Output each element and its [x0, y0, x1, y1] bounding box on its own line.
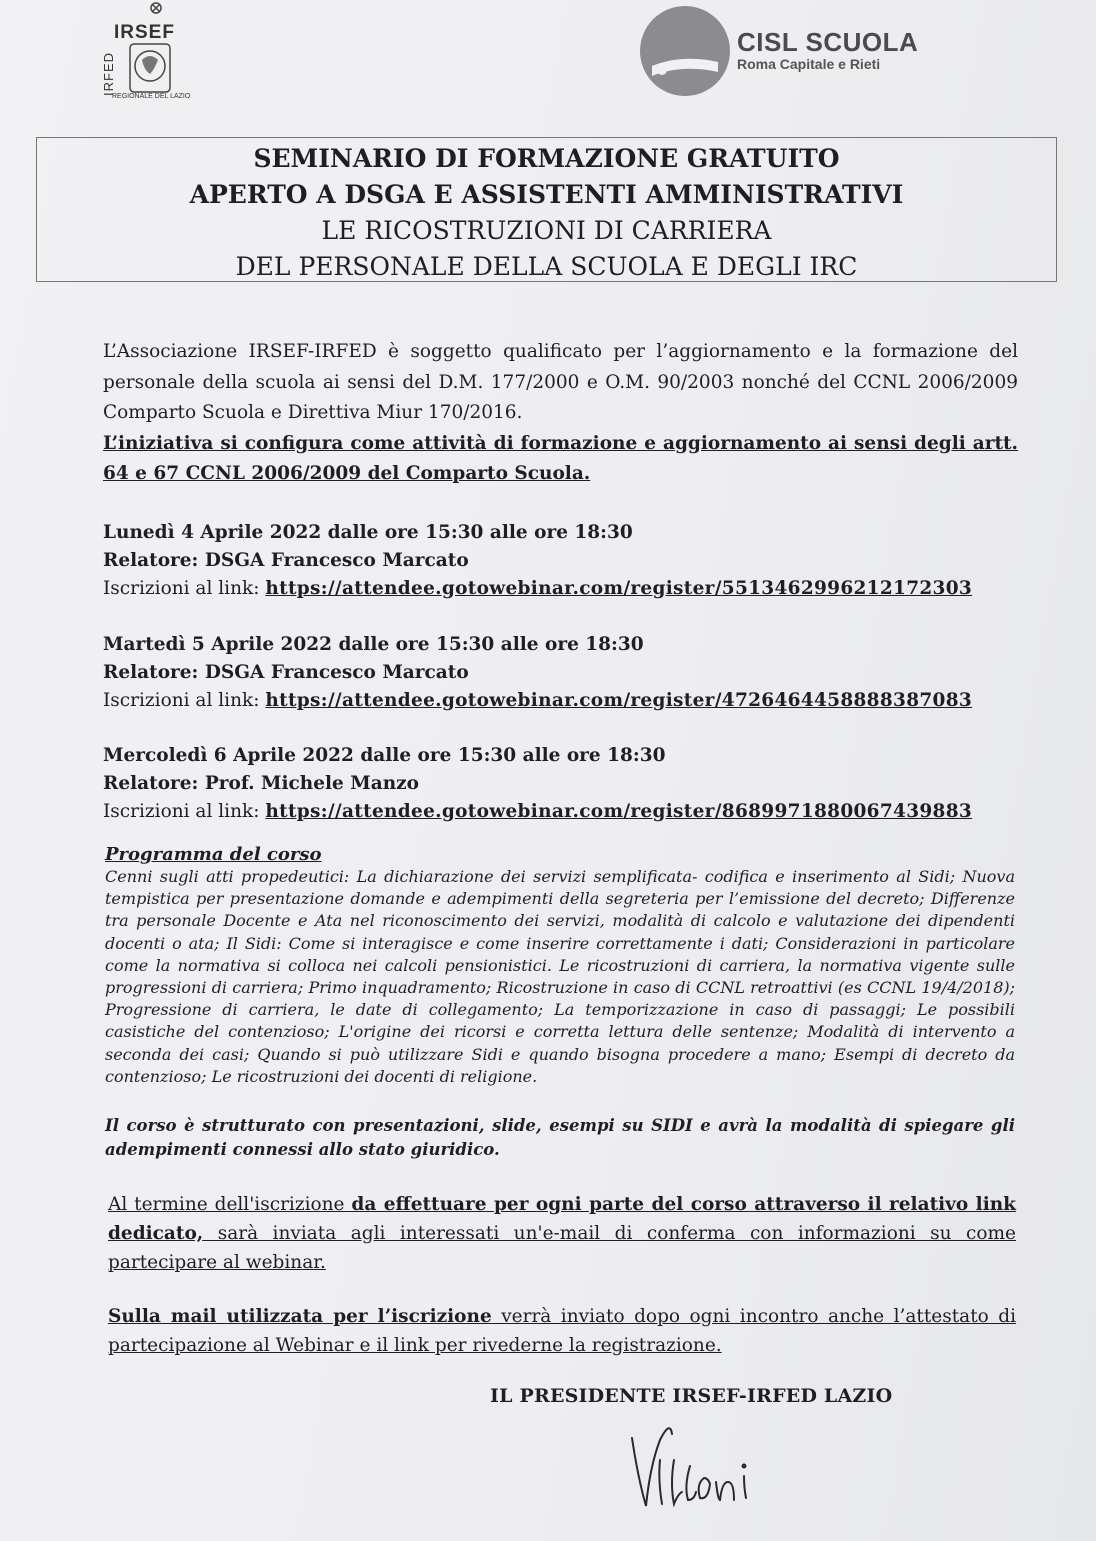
- session-1: [103, 519, 1018, 603]
- irsef-logo: [100, 0, 210, 105]
- title-line-4: DEL PERSONALE DELLA SCUOLA E DEGLI IRC: [235, 252, 858, 281]
- cisl-logo-subtitle: Roma Capitale e Rieti: [737, 56, 881, 72]
- registration-note: [108, 1190, 1016, 1277]
- title-line-1: SEMINARIO DI FORMAZIONE GRATUITO: [253, 144, 840, 173]
- session-link-label: Iscrizioni al link:: [103, 690, 266, 711]
- session-date: Mercoledì 6 Aprile 2022 dalle ore 15:30 alle ore 18:30: [103, 745, 666, 766]
- intro-paragraph: [103, 337, 1018, 490]
- irsef-logo-region: REGIONALE DEL LAZIO: [112, 93, 191, 100]
- cisl-logo-name: CISL SCUOLA: [737, 27, 919, 57]
- program-title: Programma del corso: [105, 844, 322, 865]
- program-structure-note: Il corso è strutturato con presentazioni, slide, esempi su SIDI e avrà la modalità di spiegare gli adempimenti connessi allo stato giuridico.: [105, 1116, 1015, 1159]
- session-register-link[interactable]: https://attendee.gotowebinar.com/register/8689971880067439883: [265, 801, 973, 822]
- session-speaker: Relatore: Prof. Michele Manzo: [103, 773, 419, 794]
- session-date: Martedì 5 Aprile 2022 dalle ore 15:30 alle ore 18:30: [103, 634, 644, 655]
- registration-note-part1: Al termine dell'iscrizione: [108, 1194, 352, 1215]
- session-register-link[interactable]: https://attendee.gotowebinar.com/register/5513462996212172303: [265, 578, 973, 599]
- president-title: IL PRESIDENTE IRSEF-IRFED LAZIO: [490, 1385, 893, 1407]
- session-speaker: Relatore: DSGA Francesco Marcato: [103, 550, 469, 571]
- session-speaker: Relatore: DSGA Francesco Marcato: [103, 662, 469, 683]
- title-line-3: LE RICOSTRUZIONI DI CARRIERA: [321, 216, 772, 245]
- program-text: Cenni sugli atti propedeutici: La dichiarazione dei servizi semplificata- codifica e inserimento al Sidi; Nuova tempistica per presentazione domande e adempimenti della segreteria per l’emissione del decreto; Differenze tra personale Docente e Ata nel riconoscimento dei servizi, modalità di calcolo e valutazione dei dipendenti docenti o ata; Il Sidi: Come si interagisce e come inserire correttamente i dati; Considerazioni in particolare come la normativa si colloca nei calcoli pensionistici. Le ricostruzioni di carriera, la normativa vigente sulle progressioni di carriera; Primo inquadramento; Ricostruzione in caso di CCNL retroattivi (es CCNL 19/4/2018); Progressione di carriera, le date di collegamento; La temporizzazione in caso di passaggi; Le possibili casistiche del contenzioso; L'origine dei ricorsi e corretta lettura delle sentenze; Modalità di intervento a seconda dei casi; Quando si può utilizzare Sidi e quando bisogna procedere a mano; Esempi di decreto da contenzioso; Le ricostruzioni dei docenti di religione.: [105, 867, 1015, 1086]
- signature: [620, 1420, 780, 1520]
- registration-note-bold: da effettuare per ogni parte del corso attraverso il relativo link dedicato,: [108, 1194, 1017, 1244]
- cisl-logo-mark: [638, 4, 733, 99]
- session-link-label: Iscrizioni al link:: [103, 578, 266, 599]
- session-register-link[interactable]: https://attendee.gotowebinar.com/register/4726464458888387083: [265, 690, 973, 711]
- session-2: [103, 631, 1018, 715]
- mail-note-text: verrà inviato dopo ogni incontro anche l’attestato di partecipazione al Webinar e il link per rivederne la registrazione.: [108, 1306, 1017, 1356]
- session-date: Lunedì 4 Aprile 2022 dalle ore 15:30 alle ore 18:30: [103, 522, 633, 543]
- irfed-logo-vertical: IRFED: [101, 52, 116, 96]
- registration-note-part2: sarà inviata agli interessati un'e-mail di conferma con informazioni su come partecipare al webinar.: [108, 1223, 1016, 1273]
- session-link-label: Iscrizioni al link:: [103, 801, 266, 822]
- session-3: [103, 742, 1018, 826]
- mail-note-bold: Sulla mail utilizzata per l’iscrizione: [108, 1306, 492, 1327]
- irsef-logo-name: IRSEF: [114, 22, 175, 43]
- intro-text: L’Associazione IRSEF-IRFED è soggetto qualificato per l’aggiornamento e la formazione del personale della scuola ai sensi del D.M. 177/2000 e O.M. 90/2003 nonché del CCNL 2006/2009 Comparto Scuola e Direttiva Miur 170/2016.: [103, 341, 1018, 423]
- mail-note: [108, 1302, 1016, 1360]
- intro-underlined: L’iniziativa si configura come attività di formazione e aggiornamento ai sensi degli artt. 64 e 67 CCNL 2006/2009 del Comparto Scuola.: [103, 432, 1018, 484]
- title-box: [36, 137, 1057, 282]
- title-line-2: APERTO A DSGA E ASSISTENTI AMMINISTRATIVI: [189, 180, 904, 209]
